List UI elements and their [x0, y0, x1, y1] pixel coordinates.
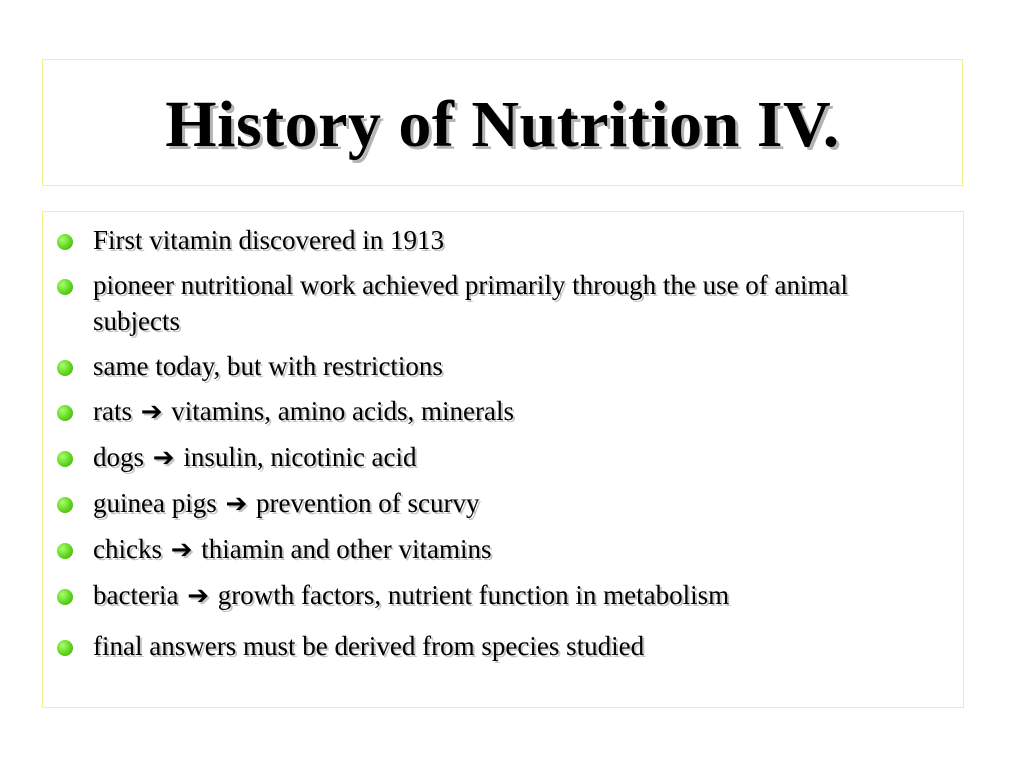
bullet-text: pioneer nutritional work achieved primarily through the use of animal subjects [93, 270, 849, 336]
bullet-item [57, 222, 937, 258]
bullet-subject: bacteria [93, 580, 179, 610]
bullet-text: First vitamin discovered in 1913 [93, 225, 444, 255]
green-dot-icon [57, 279, 73, 295]
bullet-item [57, 267, 937, 339]
bullet-item [57, 348, 937, 384]
slide-title: History of Nutrition IV. [165, 87, 840, 161]
right-arrow-icon: ➔ [187, 581, 209, 611]
bullet-text: final answers must be derived from species studied [93, 631, 645, 661]
green-dot-icon [57, 234, 73, 250]
bullet-result: growth factors, nutrient function in metabolism [217, 580, 730, 610]
bullet-item [57, 393, 937, 430]
green-dot-icon [57, 451, 73, 467]
bullet-text: same today, but with restrictions [93, 351, 443, 381]
green-dot-icon [57, 405, 73, 421]
content-placeholder [42, 211, 964, 708]
bullet-item [57, 577, 937, 614]
bullet-subject: dogs [93, 442, 145, 472]
bullet-item [57, 628, 937, 664]
right-arrow-icon: ➔ [225, 489, 248, 519]
bullet-result: insulin, nicotinic acid [183, 442, 417, 472]
bullet-list [57, 222, 937, 673]
green-dot-icon [57, 497, 73, 513]
bullet-item [57, 485, 937, 522]
right-arrow-icon: ➔ [152, 443, 175, 473]
bullet-result: prevention of scurvy [256, 488, 480, 518]
bullet-result: vitamins, amino acids, minerals [171, 396, 514, 426]
bullet-result: thiamin and other vitamins [201, 534, 492, 564]
right-arrow-icon: ➔ [170, 535, 193, 565]
green-dot-icon [57, 360, 73, 376]
green-dot-icon [57, 640, 73, 656]
green-dot-icon [57, 543, 73, 559]
bullet-subject: chicks [93, 534, 162, 564]
title-placeholder [42, 59, 963, 186]
bullet-item [57, 531, 937, 568]
bullet-subject: rats [93, 396, 132, 426]
bullet-subject: guinea pigs [93, 488, 217, 518]
right-arrow-icon: ➔ [140, 397, 163, 427]
bullet-item [57, 439, 937, 476]
green-dot-icon [57, 589, 73, 605]
